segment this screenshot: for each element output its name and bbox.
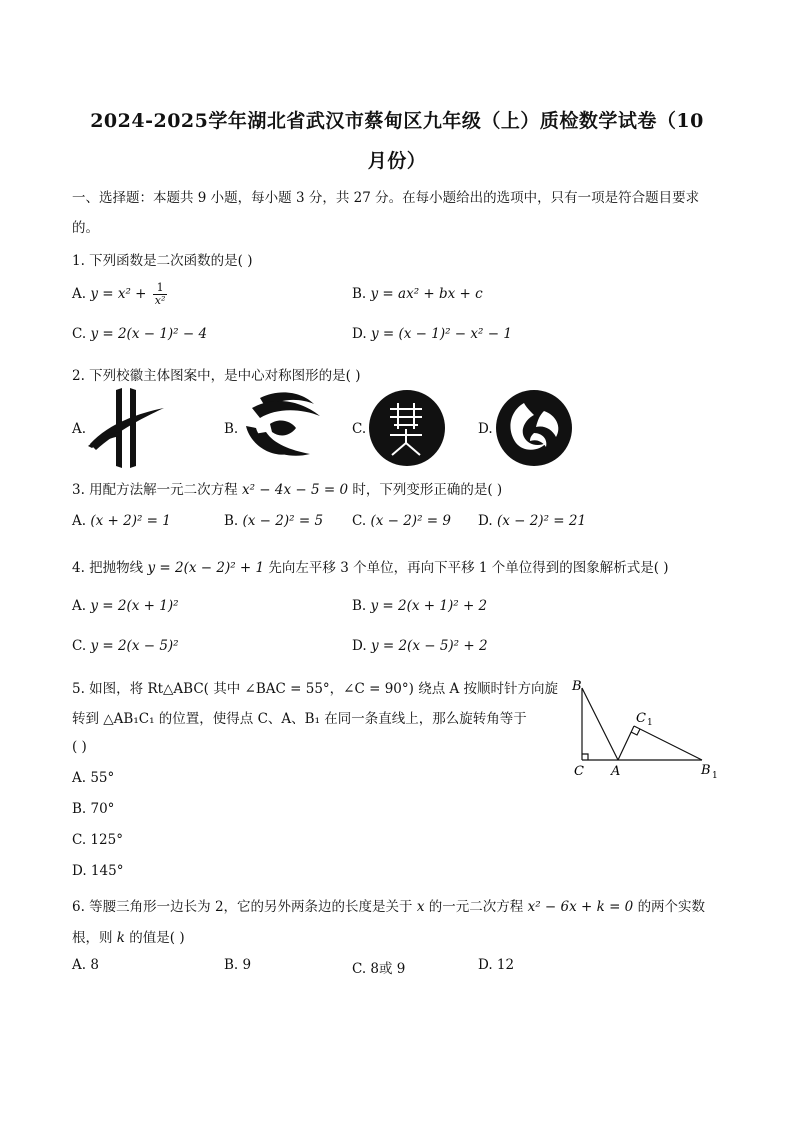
option-label: A. [72, 598, 87, 614]
q4-stem-pre: 4. 把抛物线 [72, 560, 144, 576]
q2-option-a-label: A. [72, 421, 87, 437]
option-label: C. [352, 513, 367, 529]
q2-option-b-label: B. [224, 421, 239, 437]
q6-option-b: B. 9 [224, 957, 252, 973]
q3-option-c [352, 513, 451, 529]
fraction-denominator: x² [154, 294, 166, 307]
school-emblem-d-icon [494, 389, 574, 467]
q5-stem-line1: 5. 如图，将 Rt△ABC( 其中 ∠BAC = 55°，∠C = 90°) 绕点 A 按顺时针方向旋 [72, 681, 559, 697]
option-label: C. [72, 638, 87, 654]
q4-option-b [352, 598, 487, 614]
right-angle-mark-c [582, 754, 588, 760]
label-b1-sub: 1 [712, 771, 718, 781]
math-expr: y = 2(x + 1)² [90, 598, 179, 614]
label-b1: B [701, 763, 711, 778]
q1-option-d [352, 326, 512, 342]
math-expr: y = (x − 1)² − x² − 1 [370, 326, 512, 342]
math-expr: y = 2(x − 1)² − 4 [90, 326, 208, 342]
q3-option-a [72, 513, 171, 529]
page-title-line1: 2024-2025学年湖北省武汉市蔡甸区九年级（上）质检数学试卷（10 [90, 110, 704, 132]
q1-option-b [352, 286, 483, 302]
q6-stem-line1 [72, 895, 705, 915]
rotation-triangle-figure [560, 674, 730, 786]
q6-option-d: D. 12 [478, 957, 515, 973]
q4-equation: y = 2(x − 2)² + 1 [147, 560, 265, 576]
q6-stem-pre: 6. 等腰三角形一边长为 2，它的另外两条边的长度是关于 [72, 899, 413, 915]
option-label: D. [352, 326, 367, 342]
q5-stem-line3: ( ) [72, 739, 87, 755]
option-label: B. [224, 513, 239, 529]
q3-option-b [224, 513, 323, 529]
option-label: C. [72, 326, 87, 342]
label-c1-sub: 1 [647, 718, 653, 728]
q6-option-c: C. 8或 9 [352, 961, 406, 977]
option-label: A. [72, 513, 87, 529]
q4-option-c [72, 638, 179, 654]
math-expr: (x − 2)² = 21 [496, 513, 587, 529]
q3-equation: x² − 4x − 5 = 0 [241, 482, 349, 498]
q4-stem-post: 先向左平移 3 个单位，再向下平移 1 个单位得到的图象解析式是( ) [268, 560, 669, 576]
section-heading-cont: 的。 [72, 220, 99, 236]
q5-option-c: C. 125° [72, 832, 123, 848]
label-c1: C [636, 711, 646, 726]
school-emblem-b-icon [240, 388, 326, 468]
math-expr: y = 2(x − 5)² + 2 [370, 638, 488, 654]
math-expr: (x − 2)² = 5 [242, 513, 324, 529]
q3-stem-pre: 3. 用配方法解一元二次方程 [72, 482, 238, 498]
math-expr: y = 2(x + 1)² + 2 [370, 598, 488, 614]
option-label: B. [352, 286, 367, 302]
math-expr: y = 2(x − 5)² [90, 638, 179, 654]
q5-stem-line2: 转到 △AB₁C₁ 的位置，使得点 C、A、B₁ 在同一条直线上，那么旋转角等于 [72, 711, 527, 727]
label-a: A [611, 764, 621, 779]
fraction-numerator: 1 [153, 282, 168, 295]
q3-stem [72, 478, 502, 498]
q2-option-c-label: C. [352, 421, 367, 437]
option-label: B. [352, 598, 367, 614]
q5-option-d: D. 145° [72, 863, 124, 879]
math-expr: (x − 2)² = 9 [370, 513, 451, 529]
q4-option-a [72, 598, 179, 614]
q2-stem: 2. 下列校徽主体图案中，是中心对称图形的是( ) [72, 368, 361, 384]
school-emblem-a-icon [86, 386, 168, 470]
option-label: D. [352, 638, 367, 654]
q1-option-c [72, 326, 207, 342]
segment-c1b1 [634, 726, 702, 760]
q6-var-x: x [416, 899, 425, 915]
page-title-line2: 月份） [367, 150, 427, 172]
q2-option-d-label: D. [478, 421, 493, 437]
q1-stem: 1. 下列函数是二次函数的是( ) [72, 253, 253, 269]
q4-option-d [352, 638, 488, 654]
q3-stem-post: 时，下列变形正确的是( ) [352, 482, 503, 498]
q6-stem-post: 的两个实数 [637, 899, 706, 915]
option-label: D. [478, 513, 493, 529]
q5-option-b: B. 70° [72, 801, 115, 817]
math-expr: y = x² + [90, 286, 147, 302]
q6-option-a: A. 8 [72, 957, 99, 973]
q1-option-a [72, 282, 167, 307]
section-heading: 一、选择题：本题共 9 小题，每小题 3 分，共 27 分。在每小题给出的选项中，只有一项是符合题目要求 [72, 190, 700, 206]
math-expr: y = ax² + bx + c [370, 286, 483, 302]
q6-stem-mid: 的一元二次方程 [428, 899, 524, 915]
q6-stem-post2: 的值是( ) [129, 930, 185, 946]
q6-equation: x² − 6x + k = 0 [527, 899, 634, 915]
q6-stem-line2 [72, 926, 185, 946]
label-b: B [572, 679, 582, 694]
segment-ba [582, 688, 618, 760]
q5-option-a: A. 55° [72, 770, 115, 786]
q6-var-k: k [116, 930, 125, 946]
fraction [153, 282, 168, 307]
label-c: C [574, 764, 584, 779]
school-emblem-c-icon [368, 389, 446, 467]
math-expr: (x + 2)² = 1 [90, 513, 171, 529]
q3-option-d [478, 513, 586, 529]
segment-ac1 [618, 726, 634, 760]
q4-stem [72, 556, 669, 576]
option-label: A. [72, 286, 87, 302]
q6-stem-pre2: 根，则 [72, 930, 113, 946]
